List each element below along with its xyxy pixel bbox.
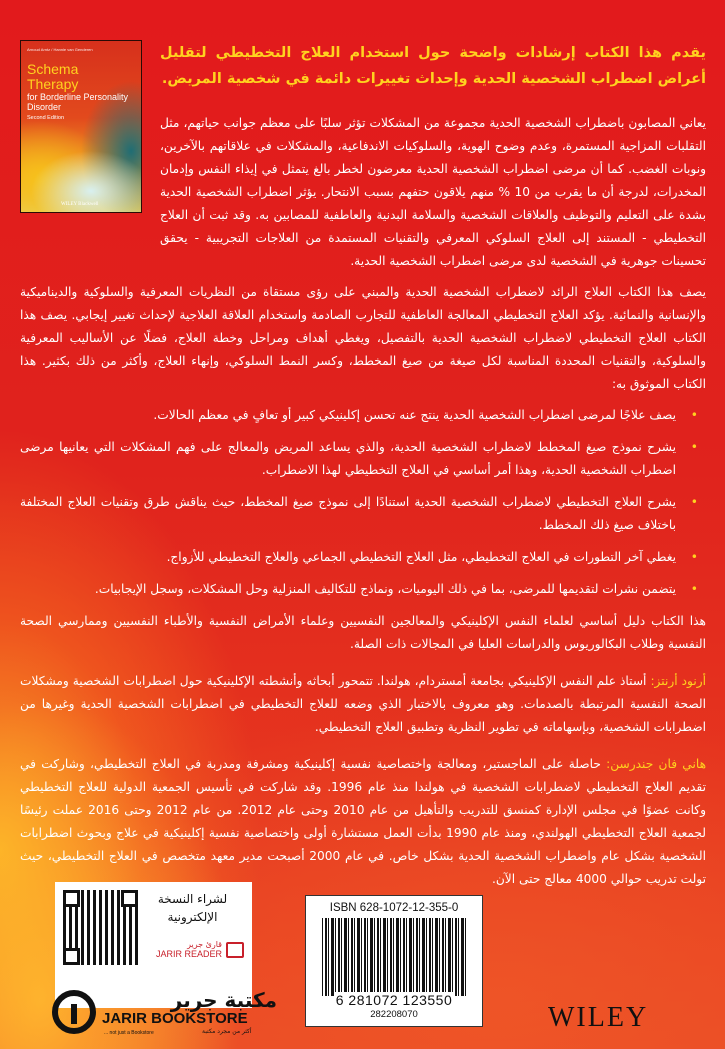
jarir-bookstore-logo <box>52 990 277 1042</box>
author-bio <box>20 670 706 739</box>
description-paragraph: يصف هذا الكتاب العلاج الرائد لاضطراب الشخصية الحدية والمبني على رؤى مستقاة من النظريات المعرفية والسلوكية والديناميكية والإنسانية والنمائية. يؤكد العلاج التخطيطي المعالجة العاطفية للتجارب الصادمة واستخدام العلاقة العلاجية لإحداث تغيير إيجابي. يصف هذا الكتاب العلاج التخطيطي لاضطراب الشخصية الحدية بالتفصيل، ويغطي أهداف ومراحل وخطة العلاج، فضلًا عن الأساليب المعرفية والسلوكية، والتقنيات المحددة المناسبة لكل صيغة من صيغ المخطط، وكسر النمط السلوكي، وإنهاء العلاج، وأكثر من ذلك بكثير. هذا الكتاب الموثوق به: <box>20 285 706 391</box>
author-name: أرنود أرنتز: <box>650 674 707 688</box>
qr-code[interactable] <box>63 890 138 965</box>
feature-item: • يشرح العلاج التخطيطي لاضطراب الشخصية الحدية استنادًا إلى نموذج صيغ المخطط، حيث يناقش طرق وتقنيات العلاج المختلفة باختلاف صيغ ذلك المخطط. <box>20 491 676 537</box>
thumbnail-title-1: Schema <box>27 61 79 77</box>
author-name: هاني فان جندرسن: <box>606 757 706 771</box>
bookstore-name-en: JARIR BOOKSTORE <box>102 1010 248 1027</box>
ebook-text-line1: لشراء النسخة <box>157 892 228 906</box>
bookstore-tagline-ar: أكثر من مجرد مكتبة <box>202 1028 252 1035</box>
thumbnail-title-2: Therapy <box>27 76 79 92</box>
ebook-text-line2: الإلكترونية <box>167 910 218 924</box>
back-cover-text <box>20 40 706 899</box>
author-bio-text: أستاذ علم النفس الإكلينيكي بجامعة أمستردام، هولندا. تتمحور أبحاثه وأنشطته الإكلينيكية حول اضطرابات الشخصية ومشكلات الصحة النفسية المرتبطة بالصدمات. وهو معروف بالاختبار الذي وضعه للعلاج التخطيطي في اضطرابات الشخصية الحدية وغيرها من اضطرابات الشخصية، وبإسهاماته في تطوير النظرية وتطبيق العلاج التخطيطي. <box>20 674 706 734</box>
jarir-reader-logo <box>156 940 244 959</box>
description-paragraph: يعاني المصابون باضطراب الشخصية الحدية مجموعة من المشكلات تؤثر سلبًا على معظم جوانب حياتهم، مثل التقلبات المزاجية المستمرة، وعدم وضوح الهوية، والسلوكيات الاندفاعية، والمشكلات في علاقاتهم بالآخرين، ونوبات الغضب. كما أن مرضى اضطراب الشخصية الحدية معرضون لخطر بالغ يتمثل في إيذاء النفس وإدمان المخدرات، لدرجة أن ما يقرب من 10 % منهم يلاقون حتفهم بسبب الانتحار. يؤثر اضطراب الشخصية الحدية بشدة على التعليم والتوظيف والعلاقات الشخصية والسلامة البدنية والعاطفية للمصابين به. وقد ثبت أن العلاج التخطيطي - المستند إلى العلاج السلوكي المعرفي والتقنيات المستمدة من العلاجات التجريبية - يحقق تحسينات جوهرية في الشخصية لدى مرضى اضطراب الشخصية الحدية. <box>160 116 706 268</box>
bookstore-tagline-en: ... not just a Bookstore <box>104 1030 154 1036</box>
jarir-logo-icon <box>52 990 96 1034</box>
author-bio-text: حاصلة على الماجستير، ومعالجة واختصاصية نفسية إكلينيكية ومشرفة ومدربة في العلاج التخطيطي، وشاركت في تقديم العلاج التخطيطي لاضطرابات الشخصية في هولندا منذ عام 1996. وقد شاركت في تأسيس الجمعية الدولية للعلاج التخطيطي وكانت عضوًا في مجلس الإدارة كمنسق للتدريب والتأهيل من عام 2010 وحتى عام 2012. من عام 2012 وحتى 2016 عملت رئيسًا لجمعية العلاج التخطيطي الهولندي، ومنذ عام 1990 بدأت العمل مستشارة أولى واختصاصية نفسية إكلينيكية في علاج وبحوث اضطرابات الشخصية بشكل عام واضطراب الشخصية الحدية بشكل خاص. في عام 2000 أصبحت مدير معهد متخصص في العلاج التخطيطي، حيث تولت تدريب حوالي 4000 معالج حتى الآن. <box>20 757 706 886</box>
thumbnail-edition: Second Edition <box>27 115 64 121</box>
feature-item: • يصف علاجًا لمرضى اضطراب الشخصية الحدية ينتج عنه تحسن إكلينيكي كبير أو تعافٍ في معظم الحالات. <box>20 404 676 427</box>
author-bio <box>20 753 706 891</box>
ean-number <box>306 992 482 1008</box>
feature-item: • يشرح نموذج صيغ المخطط لاضطراب الشخصية الحدية، والذي يساعد المريض والمعالج على فهم المشكلات التي يعانيها مرضى اضطراب الشخصية الحدية، وهذا أمر أساسي في العلاج التخطيطي لهذا الاضطراب. <box>20 436 676 482</box>
audience-paragraph: هذا الكتاب دليل أساسي لعلماء النفس الإكلينيكي والمعالجين النفسيين وعلماء الأمراض النفسية والأطباء النفسيين وممارسي الصحة النفسية وطلاب البكالوريوس والدراسات العليا في المجالات ذات الصلة. <box>20 614 706 651</box>
ebook-text <box>145 890 240 926</box>
features-list <box>20 404 706 601</box>
thumbnail-subtitle: for Borderline Personality Disorder <box>27 92 129 112</box>
reader-name-en: JARIR READER <box>155 949 222 959</box>
ean-text: 6 281072 123550 <box>335 992 453 1008</box>
reader-name-ar: قارئ جرير <box>187 940 222 949</box>
thumbnail-authors: Arnoud Arntz / Hannie van Genderen <box>27 47 93 52</box>
feature-item: • يغطي آخر التطورات في العلاج التخطيطي، مثل العلاج التخطيطي الجماعي والعلاج التخطيطي للأزواج. <box>20 546 676 569</box>
isbn-text: ISBN 628-1072-12-355-0 <box>329 902 459 914</box>
barcode-bars <box>322 918 468 996</box>
book-icon <box>226 942 244 958</box>
thumbnail-publisher: WILEY Blackwell <box>61 202 99 207</box>
isbn-barcode <box>305 895 483 1027</box>
publisher-logo: WILEY <box>548 1002 649 1033</box>
barcode-code: 282208070 <box>370 1009 418 1020</box>
feature-item: • يتضمن نشرات لتقديمها للمرضى، بما في ذلك اليوميات، ونماذج للتكاليف المنزلية وحل المشكلات، وسجل الإيجابيات. <box>20 578 676 601</box>
lead-blurb: يقدم هذا الكتاب إرشادات واضحة حول استخدام العلاج التخطيطي لتقليل أعراض اضطراب الشخصية الحدية وإحداث تغييرات دائمة في شخصية المريض. <box>160 45 706 87</box>
bookstore-name-ar: مكتبة جرير <box>170 988 277 1012</box>
